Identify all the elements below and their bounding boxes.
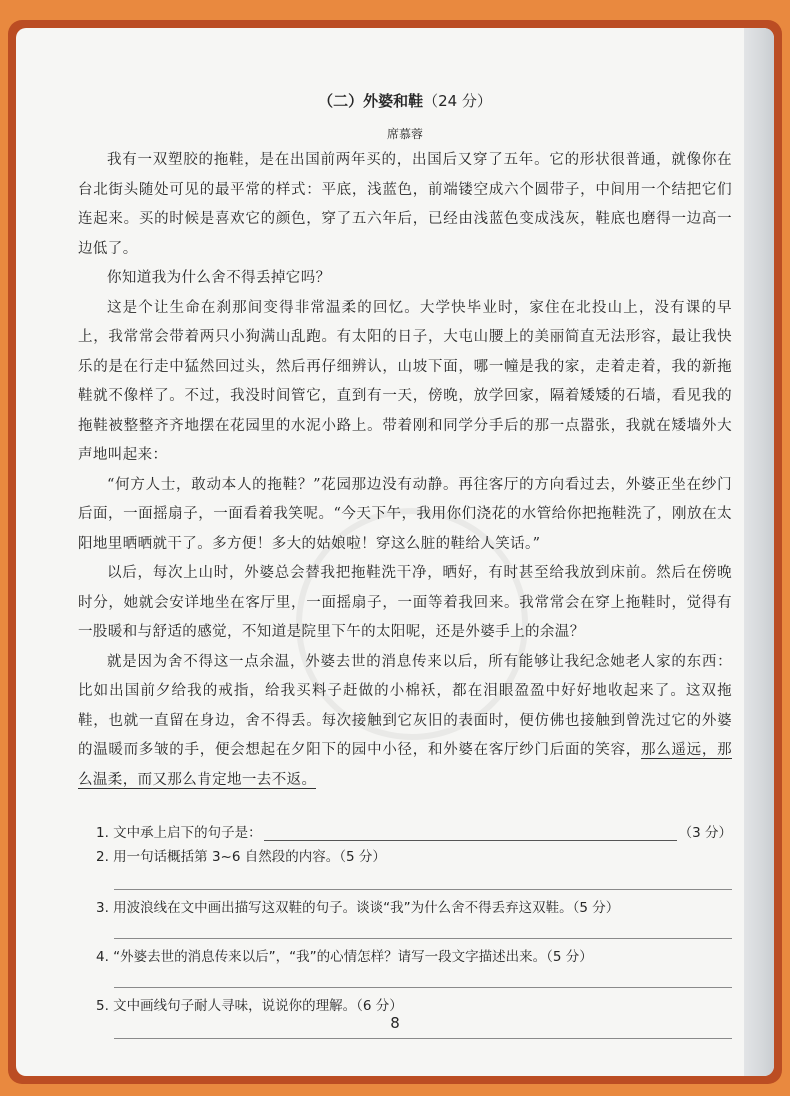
questions [78,817,732,1039]
reading-passage [78,146,732,795]
content [78,90,732,1039]
page-edge [744,28,774,1076]
paragraph-1: 我有一双塑胶的拖鞋，是在出国前两年买的，出国后又穿了五年。它的形状很普通，就像你在台北街头随处可见的最平常的样式：平底，浅蓝色，前端镂空成六个圆带子，中间用一个结把它们连起来。买的时候是喜欢它的颜色，穿了五六年后，已经由浅蓝色变成浅灰，鞋底也磨得一边高一边低了。 [78,152,732,257]
question-5-answer-line[interactable] [114,1038,732,1039]
question-1-text: 1. 文中承上启下的句子是： [96,825,262,841]
title-score: （24 分） [423,92,492,110]
paragraph-3: 这是个让生命在刹那间变得非常温柔的回忆。大学快毕业时，家住在北投山上，没有课的早上，我常常会带着两只小狗满山乱跑。有太阳的日子，大屯山腰上的美丽简直无法形容，最让我快乐的是在行走中猛然回过头，然后再仔细辨认，山坡下面，哪一幢是我的家，走着走着，我的新拖鞋就不像样了。不过，我没时间管它，直到有一天，傍晚，放学回家，隔着矮矮的石墙，看见我的拖鞋被整整齐齐地摆在花园里的水泥小路上。带着刚和同学分手后的那一点嚣张，我就在矮墙外大声地叫起来： [78,299,732,463]
worksheet-page [16,28,774,1076]
paragraph-2: 你知道我为什么舍不得丢掉它吗？ [107,270,331,286]
question-1 [96,817,732,841]
question-3: 3. 用波浪线在文中画出描写这双鞋的句子。谈谈“我”为什么舍不得丢弃这双鞋。（5 分） [96,900,620,916]
underlined-sentence: 那么遥远，那么温柔，而又那么肯定地一去不返。 [78,742,732,788]
paragraph-6 [78,648,732,796]
paragraph-6-text: 就是因为舍不得这一点余温，外婆去世的消息传来以后，所有能够让我纪念她老人家的东西：比如出国前夕给我的戒指，给我买料子赶做的小棉袄，都在泪眼盈盈中好好地收起来了。这双拖鞋，也就一直留在身边，舍不得丢。每次接触到它灰旧的表面时，便仿佛也接触到曾洗过它的外婆的温暖而多皱的手，便会想起在夕阳下的园中小径，和外婆在客厅纱门后面的笑容， [78,653,732,758]
question-2-answer-line[interactable] [114,889,732,890]
title-text: （二）外婆和鞋 [318,92,424,110]
paragraph-5: 以后，每次上山时，外婆总会替我把拖鞋洗干净，晒好，有时甚至给我放到床前。然后在傍晚时分，她就会安详地坐在客厅里，一面摇扇子，一面等着我回来。我常常会在穿上拖鞋时，觉得有一股暖和与舒适的感觉，不知道是院里下午的太阳呢，还是外婆手上的余温？ [78,565,732,640]
question-4-answer-line[interactable] [114,987,732,988]
question-5: 5. 文中画线句子耐人寻味，说说你的理解。（6 分） [96,998,403,1014]
question-1-score: （3 分） [678,825,732,841]
section-title [78,90,732,111]
author: 席慕蓉 [386,127,423,141]
page-number: 8 [390,1014,400,1032]
question-1-answer-line[interactable] [264,824,677,841]
paragraph-4: “何方人士，敢动本人的拖鞋？”花园那边没有动静。再往客厅的方向看过去，外婆正坐在纱门后面，一面摇扇子，一面看着我笑呢。“今天下午，我用你们浇花的水管给你把拖鞋洗了，刚放在太阳地里晒晒就干了。多方便！多大的姑娘啦！穿这么脏的鞋给人笑话。” [78,476,732,552]
question-2: 2. 用一句话概括第 3~6 自然段的内容。（5 分） [96,849,386,865]
question-4: 4. “外婆去世的消息传来以后”，“我”的心情怎样？请写一段文字描述出来。（5 分） [96,949,593,965]
question-3-answer-line[interactable] [114,938,732,939]
